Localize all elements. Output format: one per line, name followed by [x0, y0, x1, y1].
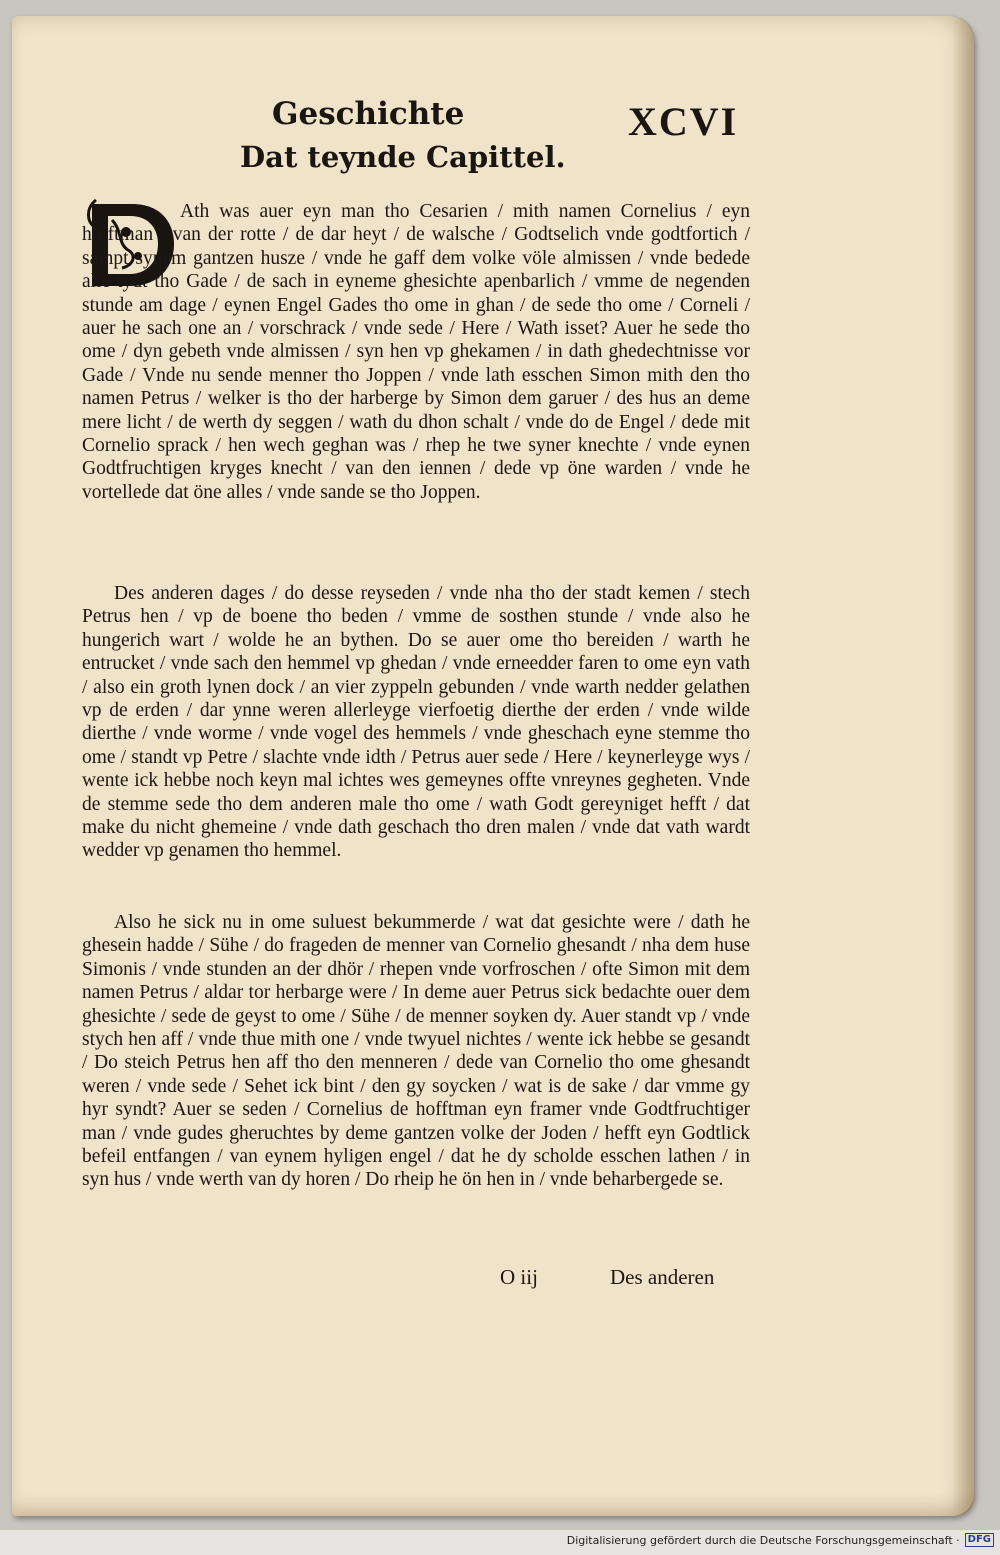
page-edge-shadow [952, 16, 974, 1516]
paragraph-2-text: Des anderen dages / do desse reyseden / vnde nha tho der stadt kemen / stech Petrus hen / vp de boene tho beden / vmme de sosthen stunde / vnde also he hungerich wart / wolde he an bythen. Do se auer ome tho bereiden / warth he entrucket / vnde sach den hemmel vp ghedan / vnde erneedder faren to ome eyn vath / also ein groth lynen dock / an vier zyppeln gebunden / vnde warth nedder gelathen vp de erden / dar ynne weren allerleyge vierfoetig dierthe der erden / vnde wilde dierthe / vnde worme / vnde vogel des hemmels / vnde gheschach eyne stemme tho ome / standt vp Petre / slachte vnde idth / Petrus auer sede / Here / keynerleyge wys / wente ick hebbe noch keyn mal ichtes wes gemeynes offte vnreynes gegheten. Vnde de stemme sede tho dem anderen male tho ome / wath Godt gereyniget hefft / dat make du nicht ghemeine / vnde dath geschach tho dren malen / vnde dat vath wardt wedder vp genamen tho hemmel. [82, 583, 750, 862]
footer-credit [567, 1533, 994, 1547]
paragraph-1 [82, 200, 750, 504]
catchword: Des anderen [610, 1265, 715, 1289]
signature-mark: O iij [500, 1265, 538, 1289]
footer-text: Digitalisierung gefördert durch die Deutsche Forschungsgemeinschaft · [566, 1533, 960, 1547]
chapter-title: Dat teynde Capittel. [240, 140, 566, 174]
paragraph-3 [82, 911, 750, 1192]
paragraph-1-text: Ath was auer eyn man tho Cesarien / mith namen Cornelius / eyn höfftman / van der rotte / de dar heyt / de walsche / Godtselich vnde godtfortich / sampt synem gantzen husze / vnde he gaff dem volke völe almissen / vnde bedede alle tydt tho Gade / de sach in eyneme ghesichte apenbarlich / vmme de negenden stunde am dage / eynen Engel Gades tho ome in ghan / de sede tho ome / Corneli / auer he sach one an / vorschrack / vnde sede / Here / Wath isset? Auer he sede tho ome / dyn gebeth vnde almissen / syn hen vp ghekamen / in dath ghedechtnisse vor Gade / Vnde nu sende menner tho Joppen / vnde lath esschen Simon mith den tho namen Petrus / welker is tho der harberge by Simon dem garuer / des hus an deme mere licht / de werth dy seggen / wath du dhon schalt / vnde do de Engel / dede mit Cornelio sprack / hen wech geghan was / rhep he twe syner knechte / vnde eynen Godtfruchtigen kryges knecht / van den iennen / dede vp öne warden / vnde he vortellede dat öne alles / vnde sande se tho Joppen. [82, 201, 750, 503]
running-header: Geschichte [272, 96, 465, 132]
folio-number: XCVI [628, 99, 739, 144]
paragraph-2 [82, 582, 750, 863]
paragraph-3-text: Also he sick nu in ome suluest bekummerde / wat dat gesichte were / dath he ghesein hadde / Sühe / do frageden de menner van Cornelio ghesandt / nha dem huse Simonis / vnde stunden an der dhör / rhepen vnde vorfroschen / ofte Simon mit dem namen Petrus / aldar tor herbarge were / In deme auer Petrus sick bedachte ouer dem ghesichte / sede de geyst to ome / Sühe / de menner soyken dy. Auer standt vp / vnde stych hen aff / vnde thue mith one / vnde twyuel nichtes / wente ick hebbe se gesandt / Do steich Petrus hen aff tho den menneren / dede van Cornelio tho ome ghesandt weren / vnde sede / Sehet ick bint / den gy soycken / wat is de sake / dar vmme gy hyr syndt? Auer se seden / Cornelius de hofftman eyn framer vnde Godtfruchtiger man / vnde gudes gheruchtes by deme gantzen volke der Joden / hefft eyn Godtlick befeil entfangen / van eynem hyligen engel / dat he dy scholde esschen lathen / in syn hus / vnde werth van dy horen / Do rheip he ön hen in / vnde beharbergede se. [82, 912, 750, 1191]
dfg-logo: DFG [965, 1533, 994, 1547]
